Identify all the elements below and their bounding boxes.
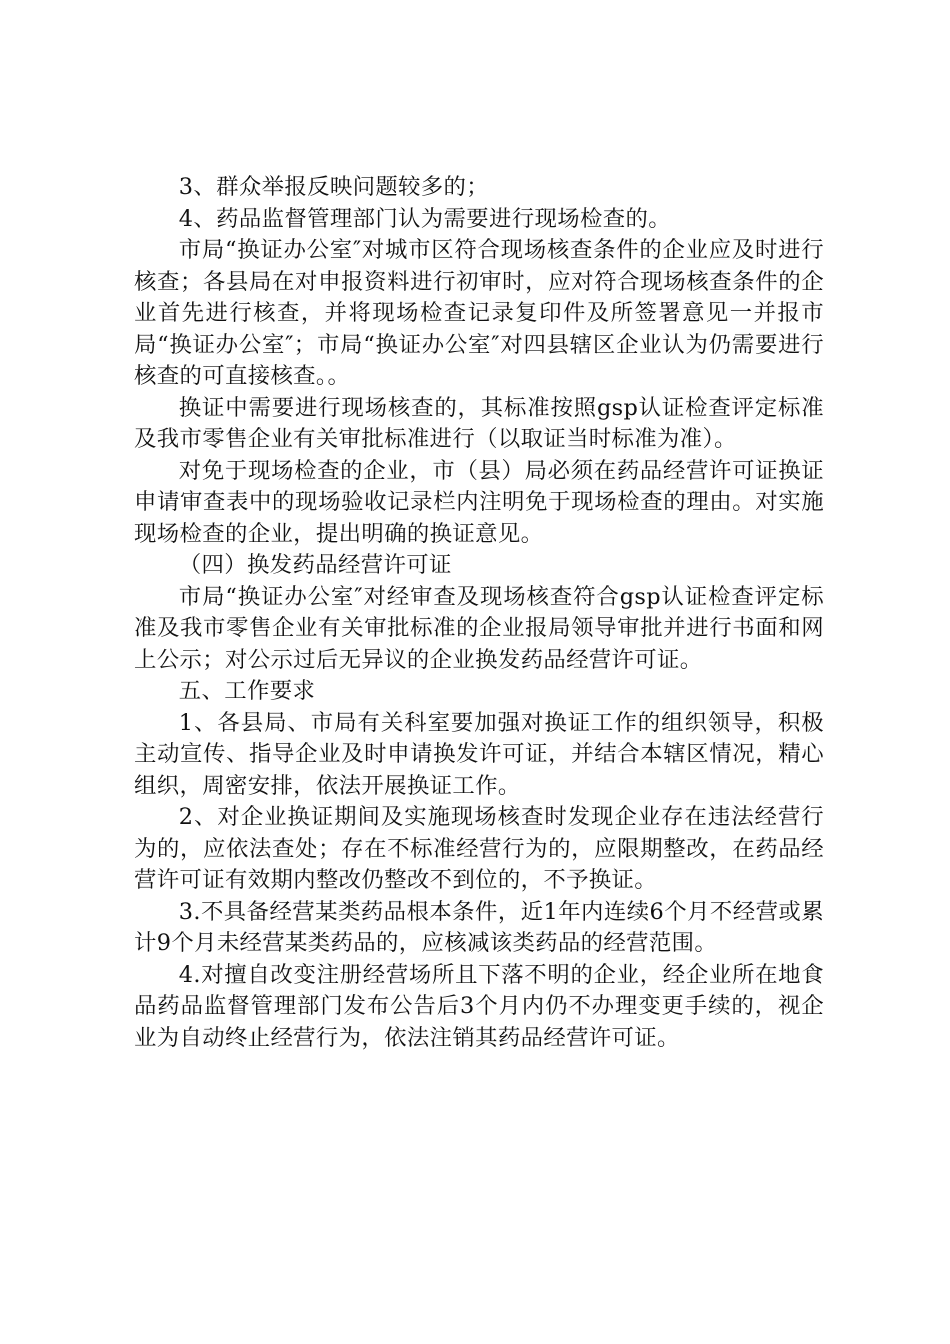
paragraph-requirement-3: 3.不具备经营某类药品根本条件，近1年内连续6个月不经营或累计9个月未经营某类药品的，应核减该类药品的经营范围。 — [134, 898, 824, 956]
paragraph-reissue: 市局“换证办公室″对经审查及现场核查符合gsp认证检查评定标准及我市零售企业有关审批标准的企业报局领导审批并进行书面和网上公示；对公示过后无异议的企业换发药品经营许可证。 — [134, 583, 824, 673]
section-heading-reissue: （四）换发药品经营许可证 — [178, 552, 452, 578]
paragraph-requirement-4: 4.对擅自改变注册经营场所且下落不明的企业，经企业所在地食品药品监督管理部门发布公告后3个月内仍不办理变更手续的，视企业为自动终止经营行为，依法注销其药品经营许可证。 — [134, 961, 824, 1051]
paragraph-item-4: 4、药品监督管理部门认为需要进行现场检查的。 — [178, 205, 671, 232]
paragraph-exemption: 对免于现场检查的企业，市（县）局必须在药品经营许可证换证申请审查表中的现场验收记录栏内注明免于现场检查的理由。对实施现场检查的企业，提出明确的换证意见。 — [134, 457, 824, 547]
paragraph-city-bureau-verification: 市局“换证办公室″对城市区符合现场核查条件的企业应及时进行核查；各县局在对申报资料进行初审时，应对符合现场核查条件的企业首先进行核查，并将现场检查记录复印件及所签署意见一并报市局“换证办公室″；市局“换证办公室″对四县辖区企业认为仍需要进行核查的可直接核查。。 — [134, 237, 824, 389]
paragraph-item-3: 3、群众举报反映问题较多的； — [178, 174, 490, 200]
paragraph-inspection-standard: 换证中需要进行现场核查的，其标准按照gsp认证检查评定标准及我市零售企业有关审批标准进行（以取证当时标准为准）。 — [134, 394, 824, 452]
document-body — [134, 172, 824, 1054]
section-heading-requirements: 五、工作要求 — [178, 678, 316, 704]
paragraph-requirement-1: 1、各县局、市局有关科室要加强对换证工作的组织领导，积极主动宣传、指导企业及时申请换发许可证，并结合本辖区情况，精心组织，周密安排，依法开展换证工作。 — [134, 709, 824, 799]
paragraph-requirement-2: 2、对企业换证期间及实施现场核查时发现企业存在违法经营行为的，应依法查处；存在不标准经营行为的，应限期整改，在药品经营许可证有效期内整改仍整改不到位的，不予换证。 — [134, 804, 824, 893]
